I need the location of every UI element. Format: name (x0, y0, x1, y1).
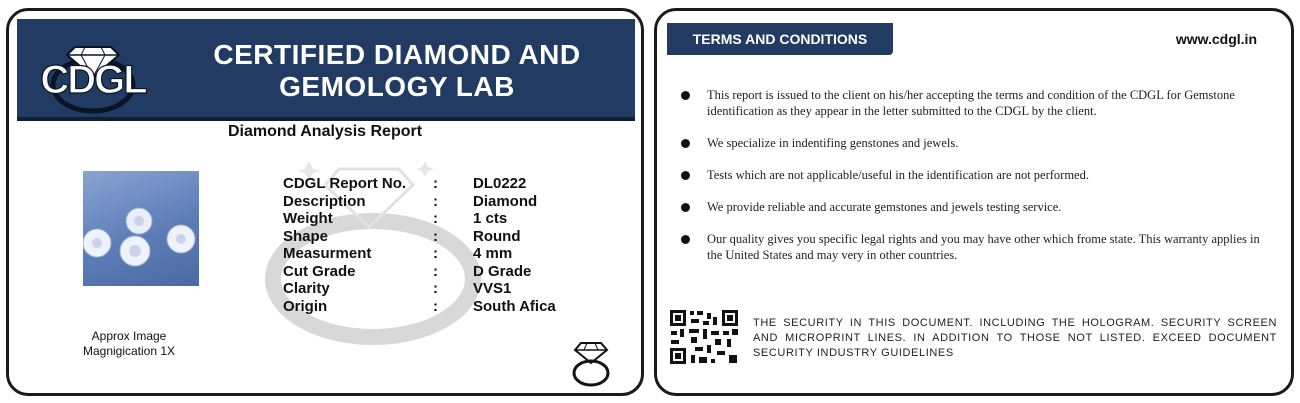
title-line-1: CERTIFIED DIAMOND AND (213, 39, 581, 70)
detail-label: CDGL Report No. (283, 175, 407, 192)
diamond-ring-icon (569, 339, 613, 387)
bullet-icon (681, 203, 690, 212)
detail-value: DL0222 (473, 175, 527, 192)
detail-colon: : (433, 280, 438, 297)
report-header (17, 19, 635, 121)
detail-label: Cut Grade (283, 262, 356, 280)
security-note: THE SECURITY IN THIS DOCUMENT. INCLUDING THE HOLOGRAM. SECURITY SCREEN AND MICROPRINT LINES. IN ADDITION TO THOSE NOT LISTED. EXCEED DOCUMENT SECURITY INDUSTRY GUIDELINES (753, 317, 1277, 359)
detail-label: Shape (283, 227, 329, 245)
detail-colon: : (433, 192, 438, 210)
detail-colon: : (433, 210, 438, 227)
caption-line-1: Approx Image (91, 329, 167, 343)
detail-value: 4 mm (473, 245, 513, 262)
bullet-icon (681, 91, 690, 100)
list-item (677, 167, 1277, 183)
detail-colon: : (433, 245, 438, 262)
detail-label: Clarity (283, 280, 330, 297)
title-line-2: GEMOLOGY LAB (279, 71, 515, 102)
detail-colon: : (433, 297, 438, 315)
logo-text: CDGL (40, 58, 146, 102)
detail-colon: : (433, 227, 438, 245)
term-text: Our quality gives you specific legal rights and you may have other which frome state. This warranty applies in the United States and may very in other countries. (707, 232, 1260, 262)
report-subtitle: Diamond Analysis Report (227, 123, 423, 140)
term-text: We provide reliable and accurate gemstones and jewels testing service. (707, 200, 1062, 214)
detail-value: D Grade (473, 262, 532, 280)
term-text: Tests which are not applicable/useful in the identification are not performed. (707, 168, 1089, 182)
detail-label: Description (283, 192, 366, 210)
bullet-icon (681, 171, 690, 180)
detail-colon: : (433, 262, 438, 280)
list-item (677, 135, 1277, 151)
list-item (677, 199, 1277, 215)
diamond-photo (83, 171, 199, 286)
qr-code-icon (669, 309, 739, 365)
lab-title (167, 39, 627, 103)
detail-label: Origin (283, 297, 328, 315)
detail-value: South Afica (473, 297, 556, 315)
detail-label: Weight (283, 210, 333, 227)
detail-value: VVS1 (473, 280, 512, 297)
back-card (654, 8, 1294, 396)
cdgl-logo (27, 27, 162, 115)
terms-heading: TERMS AND CONDITIONS (667, 23, 893, 55)
terms-list (677, 87, 1277, 279)
detail-label: Measurment (283, 245, 372, 262)
website-link[interactable]: www.cdgl.in (1175, 31, 1257, 47)
list-item (677, 231, 1277, 263)
front-card (6, 8, 644, 396)
list-item (677, 87, 1277, 119)
term-text: We specialize in indentifing genstones and jewels. (707, 136, 959, 150)
detail-value: 1 cts (473, 210, 508, 227)
bullet-icon (681, 235, 690, 244)
detail-value: Diamond (473, 192, 538, 210)
detail-value: Round (473, 227, 521, 245)
caption-line-2: Magnigication 1X (82, 344, 176, 358)
image-caption (69, 329, 189, 359)
detail-colon: : (433, 175, 438, 192)
term-text: This report is issued to the client on his/her accepting the terms and condition of the CDGL for Gemstone identification as they appear in the letter submitted to the CDGL by the client. (707, 88, 1235, 118)
bullet-icon (681, 139, 690, 148)
